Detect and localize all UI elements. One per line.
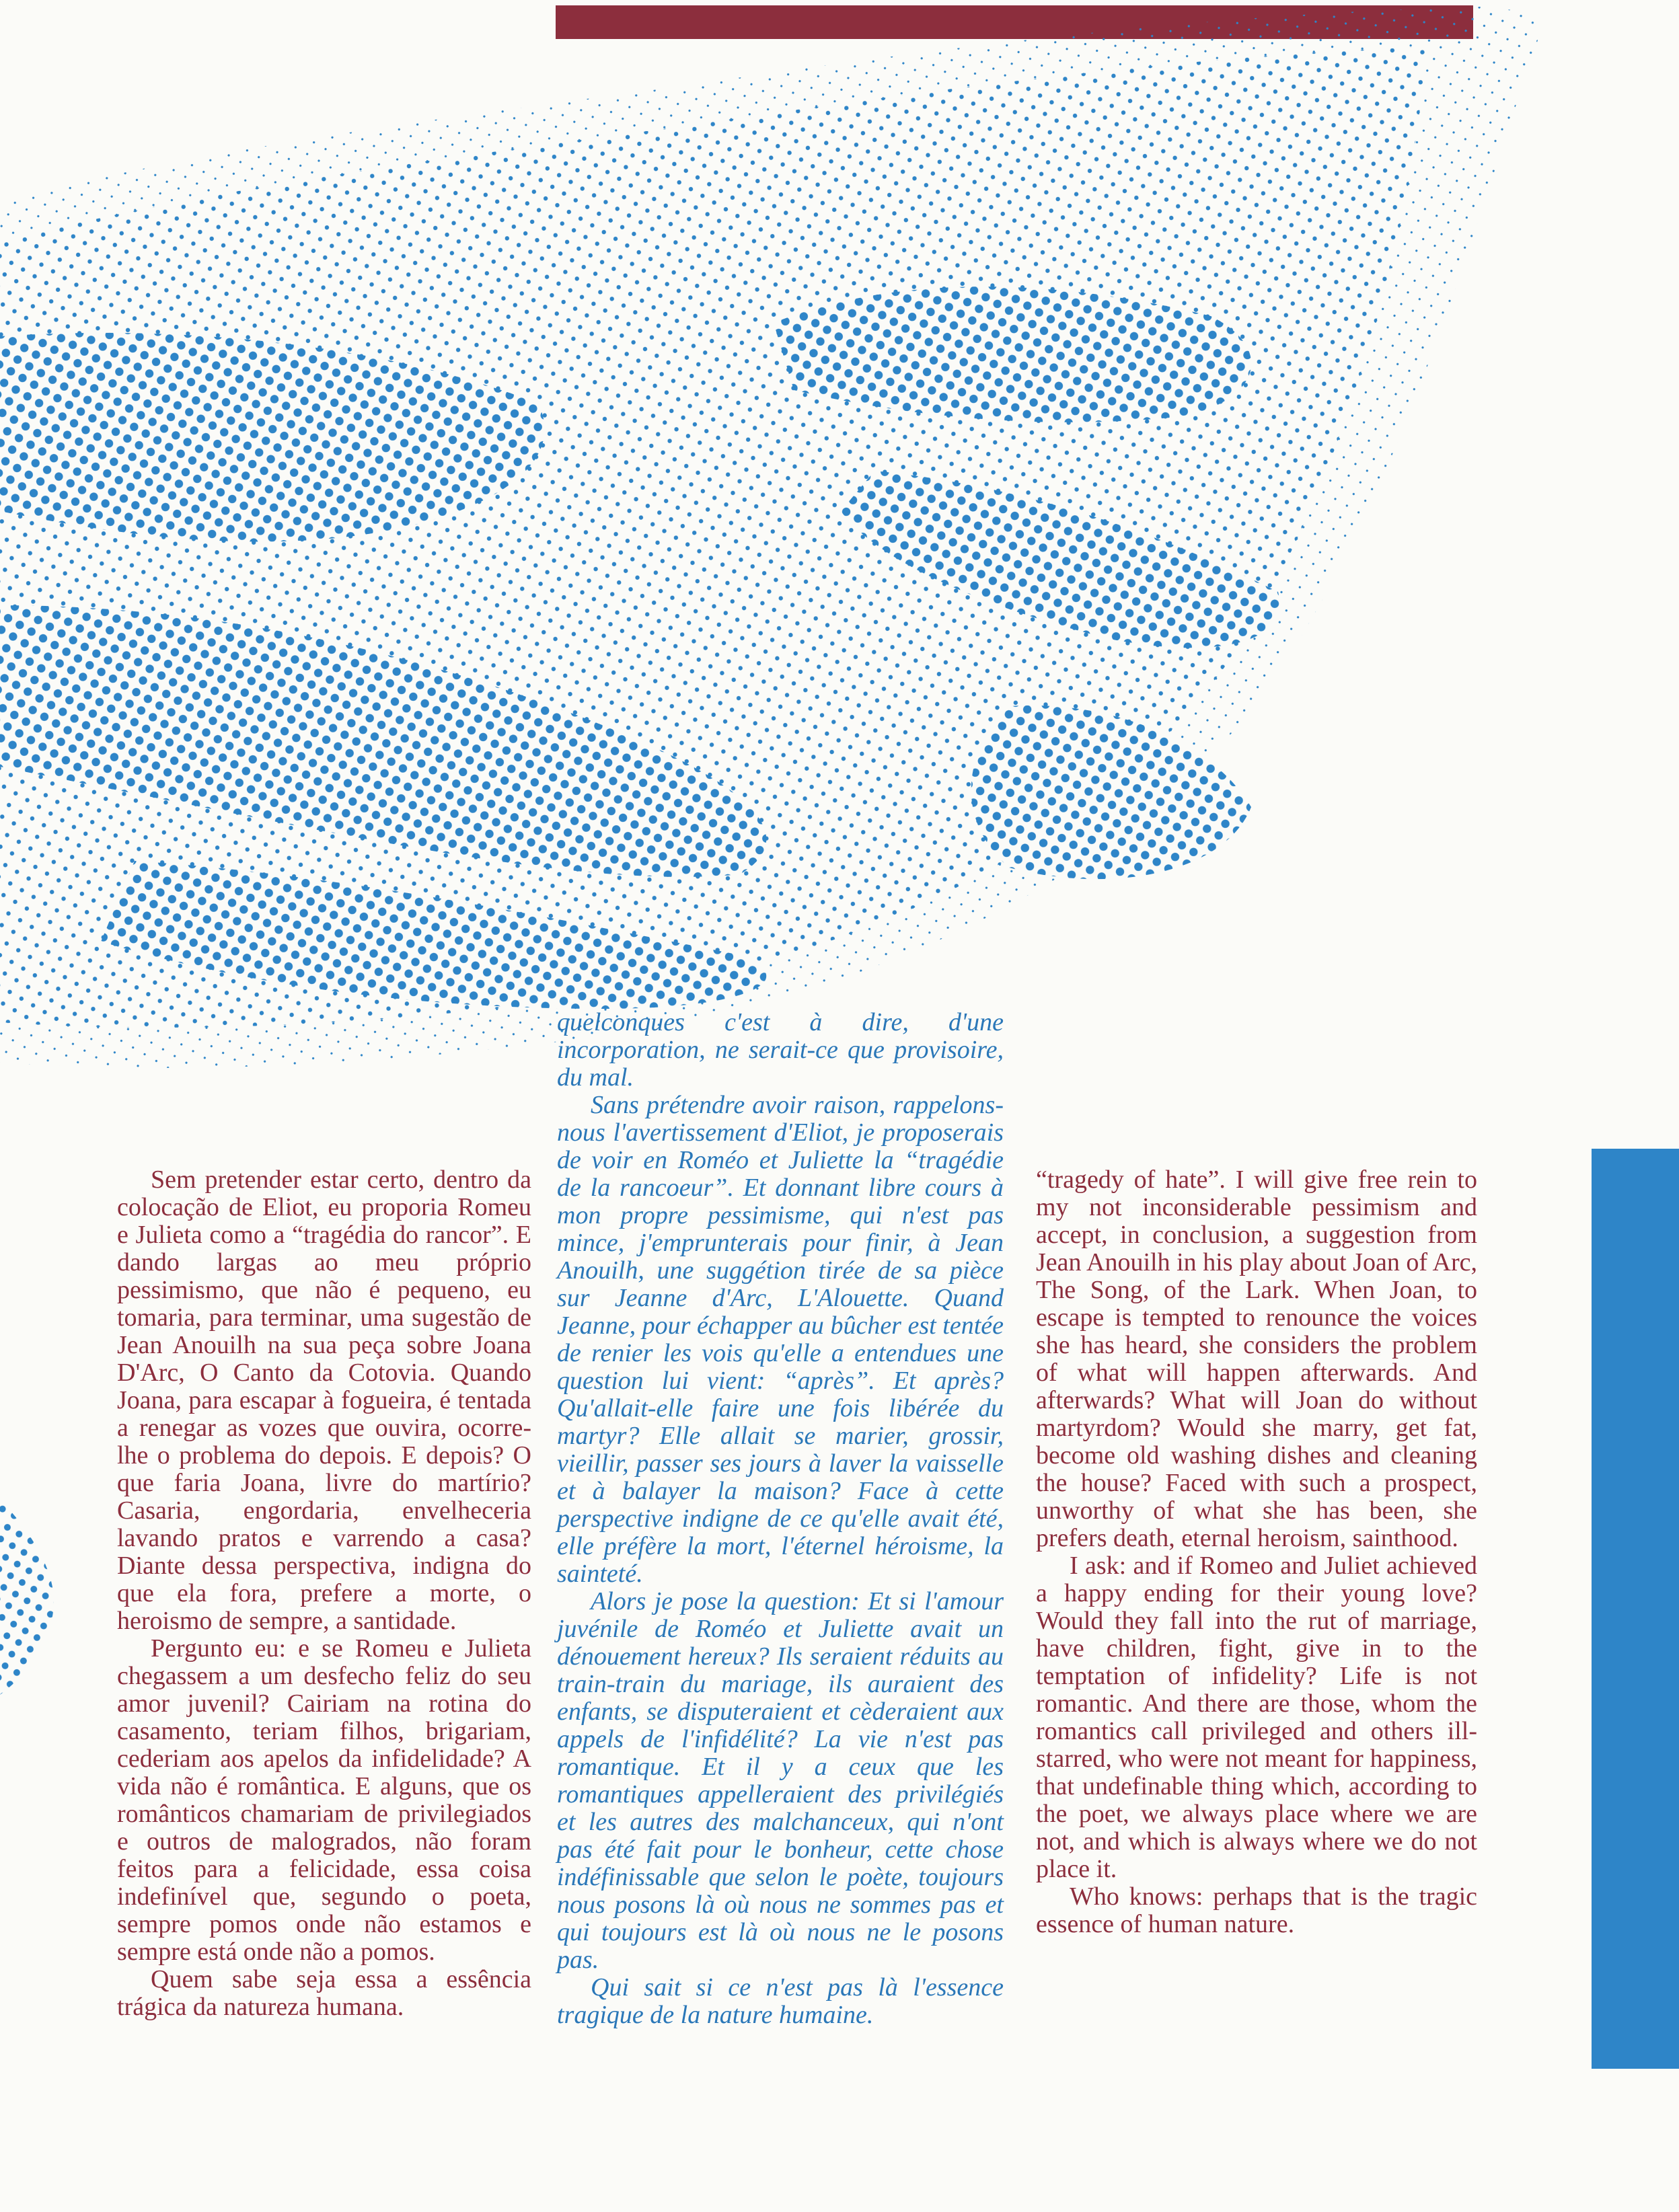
french-paragraph-0: quelconques c'est à dire, d'une incorporation, ne serait-ce que provisoire, du mal. — [557, 1008, 1004, 1092]
english-paragraph-3: Who knows: perhaps that is the tragic essence of human nature. — [1036, 1882, 1477, 1938]
english-paragraph-1: “tragedy of hate”. I will give free rein to my not inconsiderable pessimism and accept, in conclusion, a suggestion from Jean Anouilh in his play about Joan of Arc, The Song, of the Lark. When Joan, to escape is tempted to renounce the voices she has heard, she considers the problem of what will happen afterwards. And afterwards? What will Joan do without martyrdom? Would she marry, get fat, become old washing dishes and cleaning the house? Faced with such a prospect, unworthy of what she has been, she prefers death, eternal heroism, sainthood. — [1036, 1166, 1477, 1552]
left-edge-dots — [0, 1500, 61, 1695]
english-paragraph-2: I ask: and if Romeo and Juliet achieved a happy ending for their young love? Would they fall into the rut of marriage, have children, fight, give in to the temptation of infidelity? Life is not romantic. And there are those, whom the romantics call privileged and others ill-starred, who were not meant for happiness, that undefinable thing which, according to the poet, we always place where we are not, and which is always where we do not place it. — [1036, 1552, 1477, 1883]
portuguese-column — [117, 1166, 531, 2021]
french-paragraph-3: Qui sait si ce n'est pas là l'essence tragique de la nature humaine. — [557, 1973, 1004, 2029]
portuguese-paragraph-2: Pergunto eu: e se Romeu e Julieta chegassem a um desfecho feliz do seu amor juvenil? Cairiam na rotina do casamento, teriam filhos, brigariam, cederiam aos apelos da infidelidade? A vida não é romântica. E alguns, que os românticos chamariam de privilegiados e outros de malogrados, não foram feitos para a felicidade, essa coisa indefinível que, segundo o poeta, sempre pomos onde não estamos e sempre está onde não a pomos. — [117, 1634, 531, 1966]
portuguese-paragraph-3: Quem sabe seja essa a essência trágica da natureza humana. — [117, 1965, 531, 2021]
french-paragraph-1: Sans prétendre avoir raison, rappelons-nous l'avertissement d'Eliot, je proposerais de voir en Roméo et Juliette la “tragédie de la rancoeur”. Et donnant libre cours à mon propre pessimisme, qui n'est pas mince, j'emprunterais pour finir, à Jean Anouilh, une suggétion tirée de sa pièce sur Jeanne d'Arc, L'Alouette. Quand Jeanne, pour échapper au bûcher est tentée de renier les vois qu'elle a entendues une question lui vient: “après”. Et après? Qu'allait-elle faire une fois libérée du martyr? Elle allait se marier, grossir, vieillir, passer ses jours à laver la vaisselle et à balayer la maison? Face à cette perspective indigne de ce qu'elle avait été, elle préfère la mort, l'éternel héroisme, la sainteté. — [557, 1091, 1004, 1588]
french-paragraph-2: Alors je pose la question: Et si l'amour juvénile de Roméo et Juliette avait un dénouement hereux? Ils seraient réduits au train-train du mariage, ils auraient des enfants, se disputeraient et cèderaient aux appels de l'infidélité? La vie n'est pas romantique. Et il y a ceux que les romantiques appelleraient des privilégiés et les autres des malchanceux, qui n'ont pas été fait pour le bonheur, cette chose indéfinissable que selon le poète, toujours nous posons là où nous ne sommes pas et qui toujours est là où nous ne le posons pas. — [557, 1587, 1004, 1974]
french-column — [557, 1009, 1004, 2029]
side-color-bar — [1592, 1149, 1679, 2069]
portuguese-paragraph-1: Sem pretender estar certo, dentro da colocação de Eliot, eu proporia Romeu e Julieta como a “tragédia do rancor”. E dando largas ao meu próprio pessimismo, que não é pequeno, eu tomaria, para terminar, uma sugestão de Jean Anouilh na sua peça sobre Joana D'Arc, O Canto da Cotovia. Quando Joana, para escapar à fogueira, é tentada a renegar as vozes que ouvira, ocorre-lhe o problema do depois. E depois? O que faria Joana, livre do martírio? Casaria, engordaria, envelheceria lavando pratos e varrendo a casa? Diante dessa perspectiva, indigna do que ela fora, prefere a morte, o heroismo de sempre, a santidade. — [117, 1166, 531, 1635]
english-column — [1036, 1166, 1477, 1938]
halftone-photo — [0, 0, 1679, 1090]
